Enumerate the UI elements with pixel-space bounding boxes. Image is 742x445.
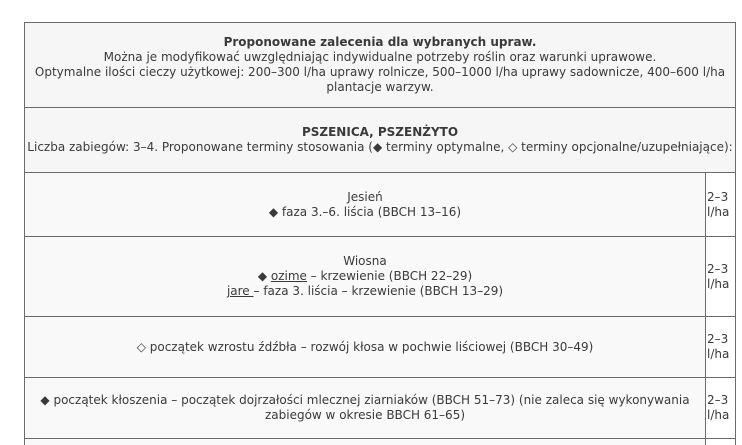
dose-unit: l/ha bbox=[707, 347, 735, 362]
dose-unit: l/ha bbox=[707, 205, 735, 220]
header-cell bbox=[25, 23, 736, 108]
crop-cell bbox=[25, 108, 736, 173]
timing-cell bbox=[25, 378, 706, 439]
dose-value: 2–3 bbox=[707, 332, 735, 347]
timing-line: zabiegów w okresie BBCH 61–65) bbox=[25, 408, 705, 423]
timing-line bbox=[25, 269, 705, 284]
season-label: Jesień bbox=[25, 190, 705, 205]
table-row bbox=[25, 237, 736, 317]
dose-value: 2–3 bbox=[707, 190, 735, 205]
crop-title: PSZENICA, PSZENŻYTO bbox=[25, 125, 735, 140]
header-line-2: Optymalne ilości cieczy użytkowej: 200–300 l/ha uprawy rolnicze, 500–1000 l/ha uprawy sadownicze, 400–600 l/ha bbox=[25, 65, 735, 80]
timing-line bbox=[25, 284, 705, 299]
timing-variety-spring: jare bbox=[227, 284, 254, 298]
header-line-3: plantacje warzyw. bbox=[25, 80, 735, 95]
dose-value: 2–3 bbox=[707, 262, 735, 277]
timing-line: ◆ początek kłoszenia – początek dojrzałości mlecznej ziarniaków (BBCH 51–73) (nie zaleca się wykonywania bbox=[25, 393, 705, 408]
timing-cell bbox=[25, 237, 706, 317]
table-row bbox=[25, 378, 736, 439]
dose-unit: l/ha bbox=[707, 277, 735, 292]
timing-cell bbox=[25, 173, 706, 237]
timing-variety-winter: ozime bbox=[271, 269, 307, 283]
table-row bbox=[25, 173, 736, 237]
dose-unit: l/ha bbox=[707, 408, 735, 423]
header-title: Proponowane zalecenia dla wybranych upraw. bbox=[25, 35, 735, 50]
season-label: Wiosna bbox=[25, 254, 705, 269]
header-line-1: Można je modyfikować uwzględniając indywidualne potrzeby roślin oraz warunki uprawowe. bbox=[25, 50, 735, 65]
dose-cell bbox=[706, 237, 736, 317]
dose-cell bbox=[706, 317, 736, 378]
crop-description: Liczba zabiegów: 3–4. Proponowane terminy stosowania (◆ terminy optymalne, ◇ terminy opcjonalne/uzupełniające): bbox=[25, 140, 735, 155]
dose-cell bbox=[706, 173, 736, 237]
dose-cell bbox=[706, 378, 736, 439]
recommendations-table bbox=[24, 22, 736, 445]
timing-prefix: ◆ bbox=[258, 269, 271, 283]
timing-text: – faza 3. liścia – krzewienie (BBCH 13–29) bbox=[254, 284, 504, 298]
timing-line: ◇ początek wzrostu źdźbła – rozwój kłosa w pochwie liściowej (BBCH 30–49) bbox=[25, 340, 705, 355]
timing-text: – krzewienie (BBCH 22–29) bbox=[307, 269, 472, 283]
dose-value: 2–3 bbox=[707, 393, 735, 408]
timing-line: ◆ faza 3.–6. liścia (BBCH 13–16) bbox=[25, 205, 705, 220]
timing-cell bbox=[25, 317, 706, 378]
table-row bbox=[25, 317, 736, 378]
